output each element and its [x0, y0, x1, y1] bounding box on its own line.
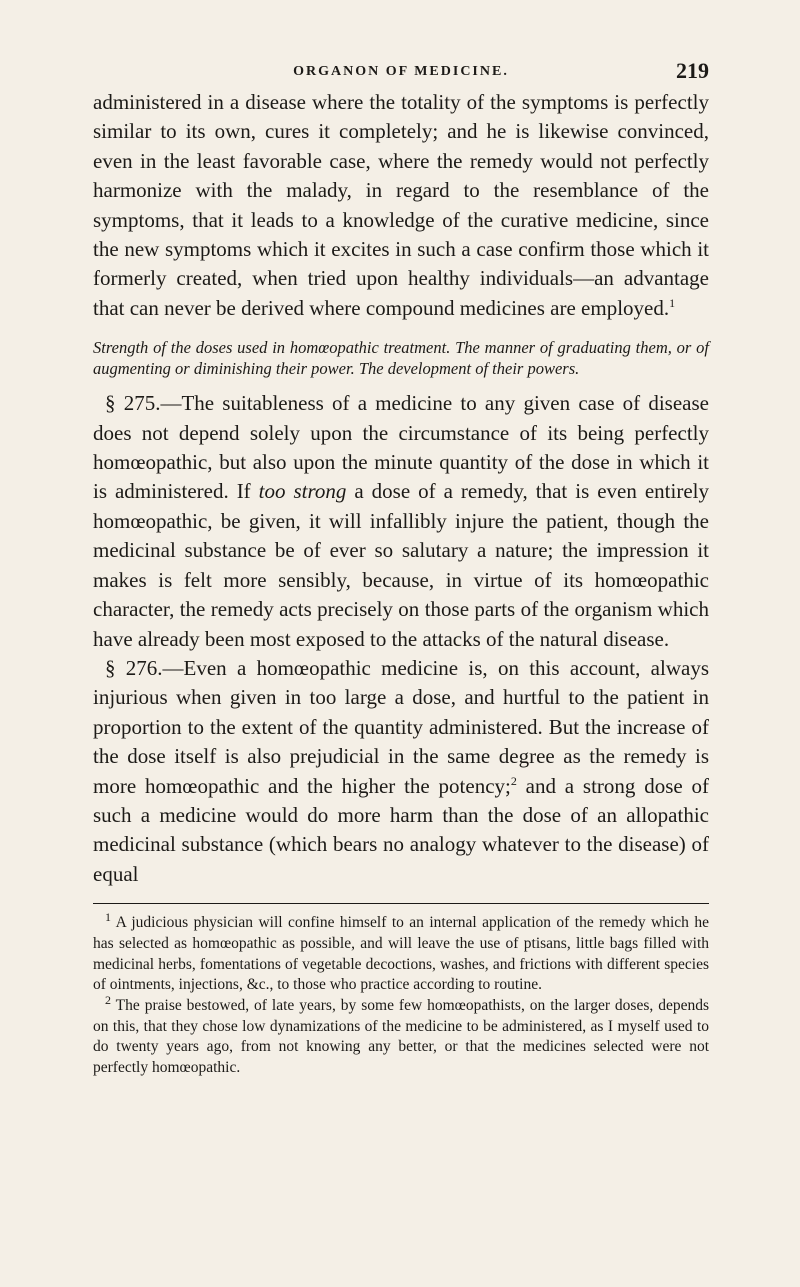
footnote-1-text: A judicious physician will confine himself to an internal application of the remedy which he has selected as homœopathic as possible, and will leave the use of ptisans, little bags filled with medicinal herbs, fomentations of vegetable decoctions, washes, and frictions with different species of ointments, injections, &c., to those who practice according to routine.: [93, 914, 709, 994]
section-275: [93, 389, 709, 654]
book-page: [93, 58, 709, 1079]
section-275-emphasis: too strong: [258, 479, 347, 504]
main-text: [93, 88, 709, 889]
section-276-text-a: § 276.—Even a homœopathic medicine is, on this account, always injurious when given in too large a dose, and hurtful to the patient in proportion to the extent of the quantity administered. But the increase of the dose itself is also prejudicial in the same degree as the remedy is more homœopathic and the higher the potency;: [93, 655, 709, 798]
footnote-1: [93, 910, 709, 996]
paragraph-text: administered in a disease where the totality of the symptoms is perfectly similar to its own, cures it completely; and he is likewise convinced, even in the least favorable case, where the remedy would not perfectly harmonize with the malady, in regard to the resemblance of the symptoms, that it leads to a knowledge of the curative medicine, since the new symptoms which it excites in such a case confirm those which it formerly created, when tried upon healthy individuals—an advantage that can never be derived where compound medicines are employed.: [93, 90, 709, 320]
section-275-text-b: a dose of a remedy, that is even entirely homœopathic, be given, it will infallibly injure the patient, though the medicinal substance be of ever so salutary a nature; the impression it makes is felt more sensibly, because, in virtue of its homœopathic character, the remedy acts precisely on those parts of the organism which have already been most exposed to the attacks of the natural disease.: [93, 479, 709, 651]
footnote-2-mark: 2: [105, 992, 111, 1007]
footnote-2-text: The praise bestowed, of late years, by some few homœopathists, on the larger doses, depends on this, that they chose low dynamizations of the medicine to be administered, as I myself used to do twenty years ago, from not knowing any better, or that the medicines selected were not perfectly homœopathic.: [93, 996, 709, 1077]
footnotes: [93, 910, 709, 1079]
section-275-text-a: § 275.—The suitableness of a medicine to any given case of disease does not depend solely upon the circumstance of its being perfectly homœopathic, but also upon the minute quantity of the dose in which it is administered. If: [93, 391, 709, 504]
footnote-1-mark: 1: [105, 910, 111, 924]
footnote-ref-1: 1: [669, 295, 676, 310]
footnote-divider: [93, 903, 709, 904]
section-276-text-b: and a strong dose of such a medicine would do more harm than the dose of an allopathic medicinal substance (which bears no analogy whatever to the disease) of equal: [93, 773, 709, 886]
running-head: [93, 58, 709, 88]
footnote-2: [93, 992, 709, 1079]
marginal-summary: Strength of the doses used in homœopathic treatment. The manner of graduating them, or of augmenting or diminishing their power. The development of their powers.: [93, 338, 709, 379]
running-head-title: ORGANON OF MEDICINE.: [293, 64, 509, 79]
footnote-ref-2: 2: [510, 773, 517, 788]
page-number: 219: [676, 58, 709, 83]
paragraph-continuation: [93, 88, 709, 323]
section-276: [93, 654, 709, 889]
